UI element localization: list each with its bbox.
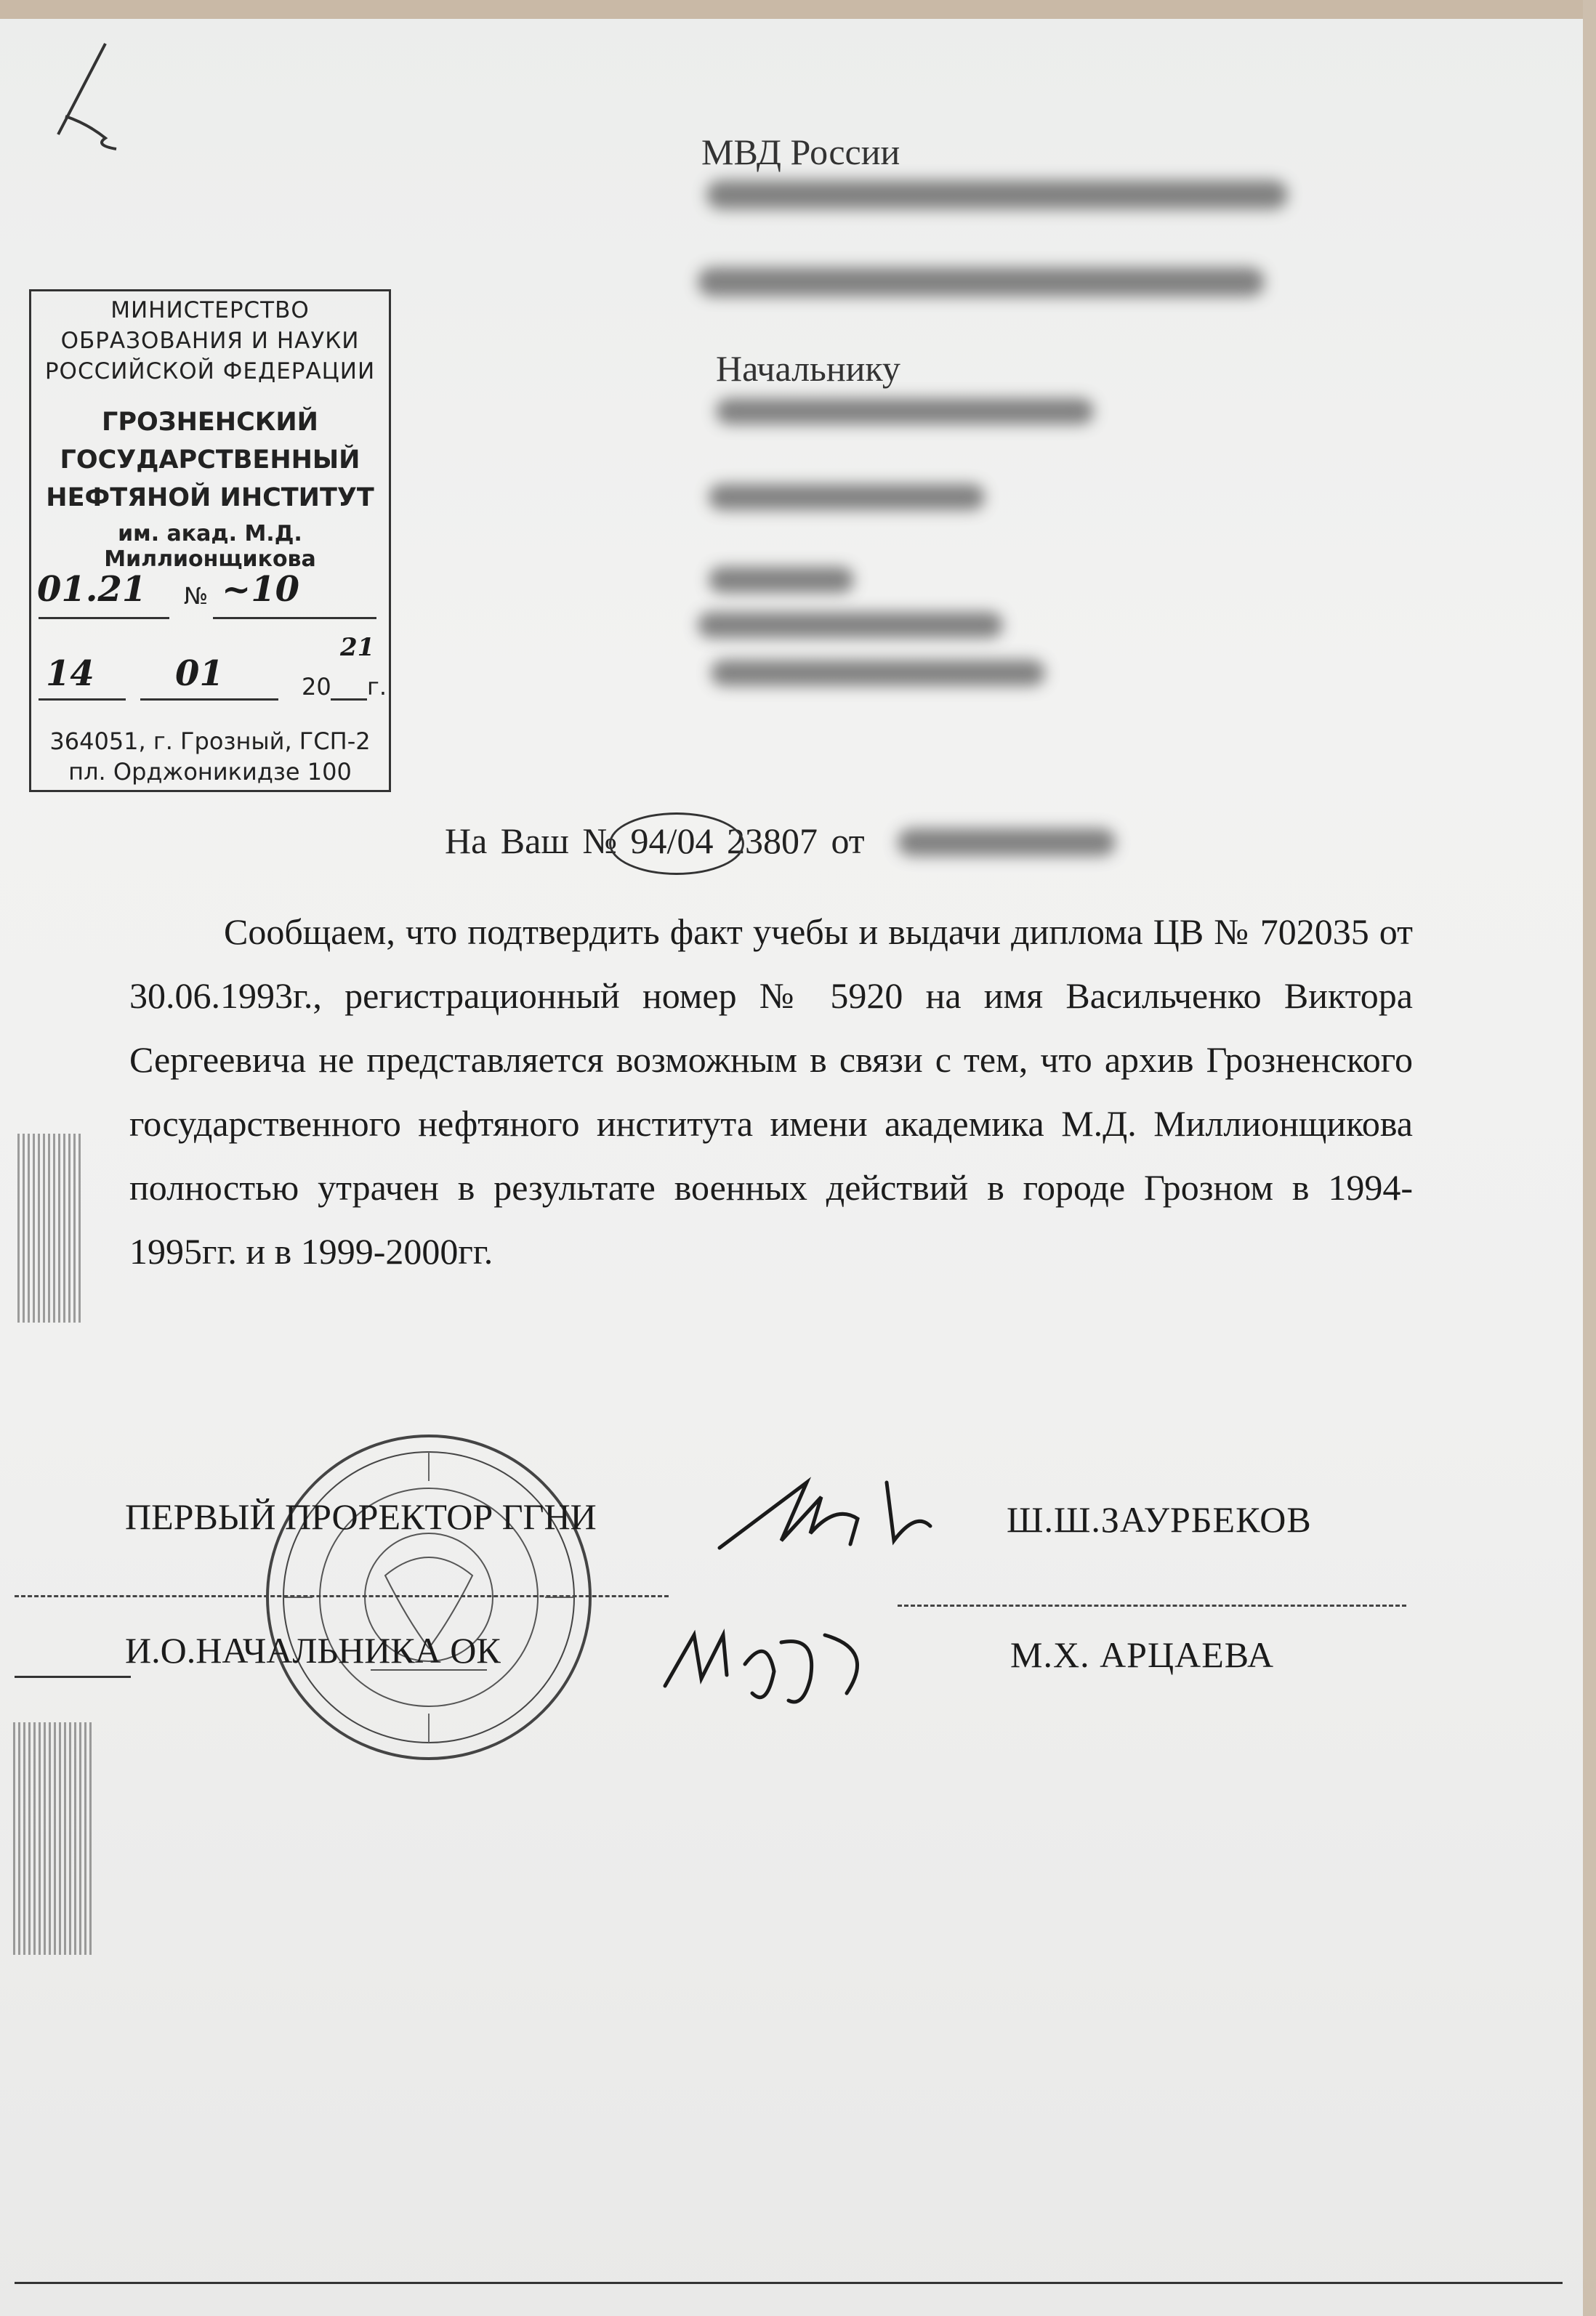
- divider-line: [15, 1595, 669, 1597]
- signatory-role: ПЕРВЫЙ ПРОРЕКТОР ГГНИ: [125, 1496, 597, 1537]
- stamp-outgoing-number: ~10: [222, 569, 300, 610]
- stamp-date-day: 14: [46, 653, 94, 694]
- stamp-year-suffix: 21: [340, 633, 375, 662]
- addressee-head-label: Начальнику: [716, 348, 900, 389]
- stamp-underline: [213, 617, 376, 619]
- stamp-ministry-line: РОССИЙСКОЙ ФЕДЕРАЦИИ: [44, 358, 376, 384]
- redacted-line: [706, 180, 1288, 209]
- institution-stamp: [29, 289, 391, 792]
- reference-line: На Ваш № 94/04 23807 от: [445, 820, 865, 861]
- divider-line: [15, 1676, 131, 1678]
- stamp-ministry-line: МИНИСТЕРСТВО: [110, 297, 310, 323]
- signature-mark: [712, 1461, 959, 1562]
- signatory-name: Ш.Ш.ЗАУРБЕКОВ: [1007, 1499, 1312, 1540]
- signature-mark: [658, 1606, 905, 1722]
- signatory-role: И.О.НАЧАЛЬНИКА ОК: [125, 1630, 501, 1671]
- redacted-line: [711, 660, 1045, 686]
- redacted-line: [709, 484, 985, 510]
- addressee-ministry: МВД России: [701, 132, 900, 172]
- reference-number-circle: [609, 812, 744, 875]
- stamp-outgoing-index: 01.21: [37, 569, 147, 610]
- redacted-line: [716, 398, 1094, 424]
- stamp-underline: [140, 698, 278, 701]
- stamp-institute-line: им. акад. М.Д. Миллионщикова: [104, 521, 316, 572]
- stamp-date-month: 01: [175, 653, 224, 694]
- institution-round-seal: [262, 1430, 596, 1764]
- bottom-rule: [15, 2282, 1563, 2284]
- paper-top-edge: [0, 0, 1596, 19]
- stamp-institute-line: НЕФТЯНОЙ ИНСТИТУТ: [46, 483, 374, 512]
- stamp-year-label: г.: [367, 673, 387, 701]
- paper-right-edge: [1583, 0, 1596, 2316]
- stamp-address-line: 364051, г. Грозный, ГСП-2: [49, 727, 371, 755]
- redacted-line: [698, 612, 1003, 638]
- copy-artifact: [13, 1722, 93, 1955]
- stamp-ministry-line: ОБРАЗОВАНИЯ И НАУКИ: [60, 328, 360, 354]
- divider-line: [898, 1605, 1406, 1607]
- corner-handwritten-mark: [36, 36, 124, 153]
- letter-body: Сообщаем, что подтвердить факт учебы и выдачи диплома ЦВ № 702035 от 30.06.1993г., регистрационный номер № 5920 на имя Васильченко Виктора Сергеевича не представляется возможным в связи с тем, что архив Грозненского государственного нефтяного института имени академика М.Д. Миллионщикова полностью утрачен в результате военных действий в городе Грозном в 1994-1995гг. и в 1999-2000гг.: [129, 911, 1413, 1272]
- stamp-institute-line: ГРОЗНЕНСКИЙ: [102, 408, 318, 437]
- copy-artifact: [17, 1134, 83, 1323]
- redacted-line: [698, 267, 1265, 296]
- redacted-date: [898, 828, 1116, 856]
- signatory-name: М.Х. АРЦАЕВА: [1010, 1634, 1275, 1675]
- stamp-year-prefix: 20: [302, 673, 331, 701]
- stamp-address-line: пл. Орджоникидзе 100: [68, 758, 352, 786]
- stamp-underline: [39, 617, 169, 619]
- stamp-underline: [39, 698, 126, 701]
- stamp-underline: [331, 698, 367, 701]
- stamp-institute-line: ГОСУДАРСТВЕННЫЙ: [60, 445, 360, 475]
- stamp-number-label: №: [184, 582, 209, 610]
- redacted-line: [709, 567, 854, 593]
